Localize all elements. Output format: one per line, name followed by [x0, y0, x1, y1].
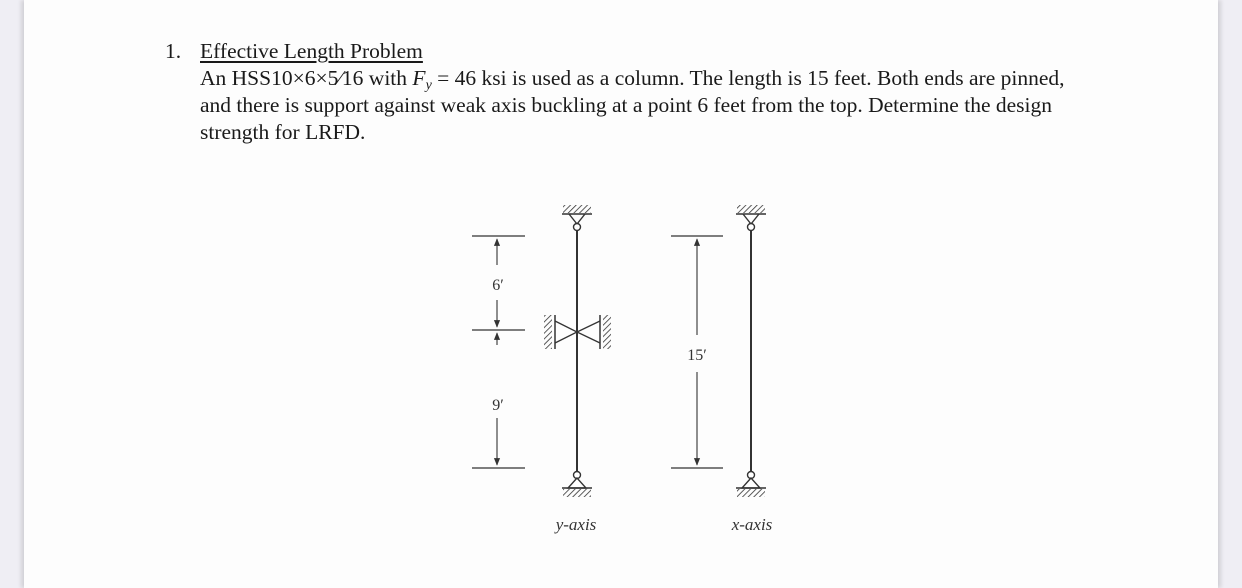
dim-6ft: 6′	[492, 277, 504, 294]
problem-statement: An HSS10×6×5⁄16 with $F_y = 46$ ksi is used as a column. The length is 15 feet. Both ends are pinned, and there is support against weak axis buckling at a point 6 feet from the top. Determine the design strength for LRFD.	[200, 66, 1065, 144]
problem-title: Effective Length Problem	[200, 39, 423, 63]
x-axis-figure	[671, 205, 766, 497]
dim-15ft: 15′	[687, 347, 707, 364]
y-axis-caption: y-axis	[555, 515, 597, 534]
dim-9ft: 9′	[492, 397, 504, 414]
x-axis-caption: x-axis	[731, 515, 773, 534]
fy-symbol: $F_y$	[412, 66, 432, 93]
y-axis-figure	[472, 205, 611, 497]
problem-number: 1.	[165, 39, 182, 63]
